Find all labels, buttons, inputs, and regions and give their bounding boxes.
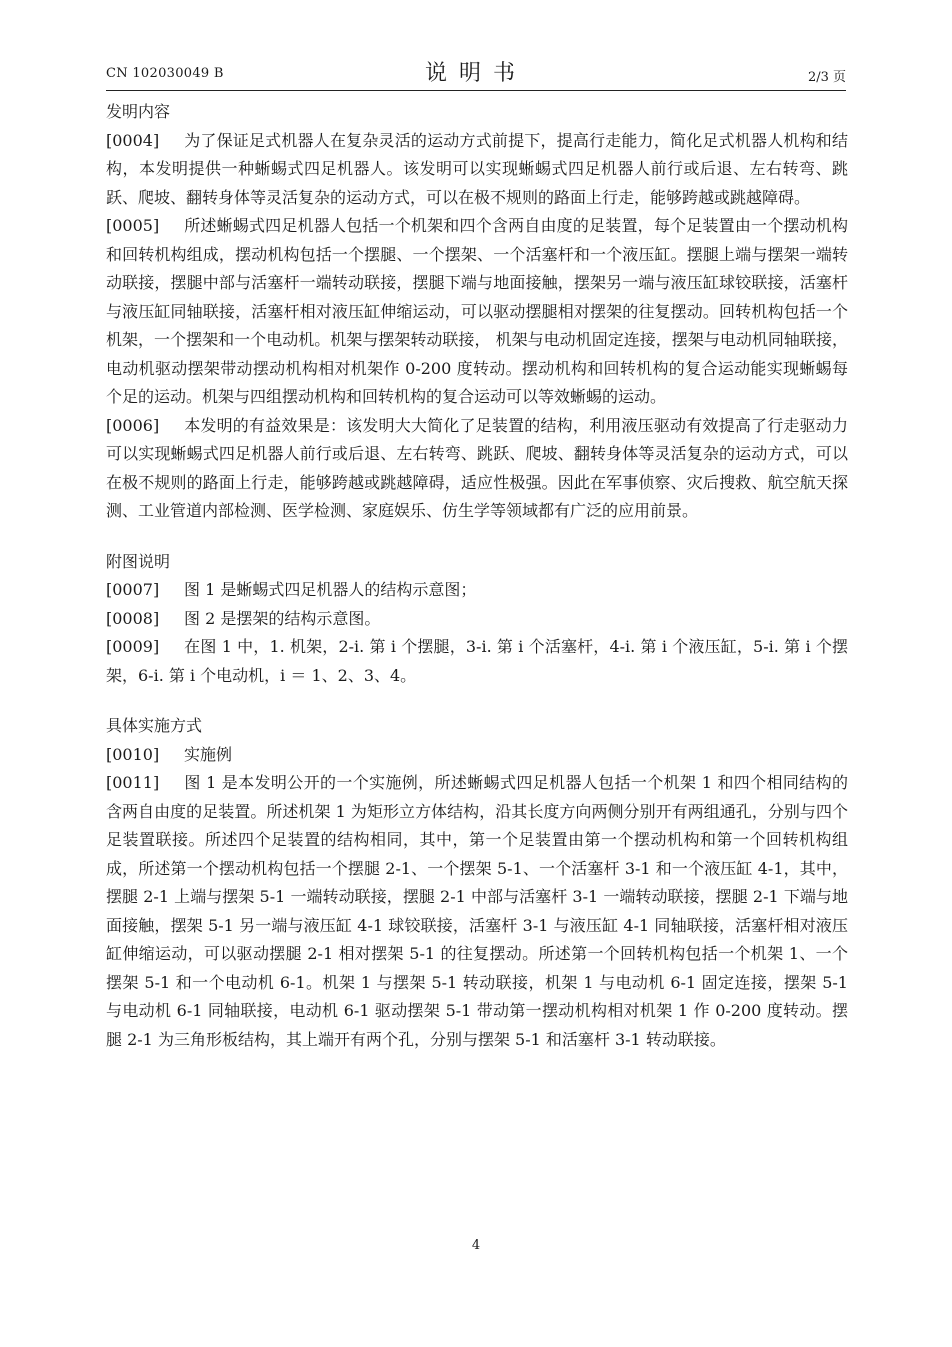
paragraph-0008 — [106, 605, 848, 634]
paragraph-0010 — [106, 741, 848, 770]
section-spacer — [106, 690, 848, 712]
paragraph-text: 所述蜥蜴式四足机器人包括一个机架和四个含两自由度的足装置，每个足装置由一个摆动机构和回转机构组成，摆动机构包括一个摆腿、一个摆架、一个活塞杆和一个液压缸。摆腿上端与摆架一端转动联接，摆腿中部与活塞杆一端转动联接，摆腿下端与地面接触，摆架另一端与液压缸球铰联接，活塞杆与液压缸同轴联接，活塞杆相对液压缸伸缩运动，可以驱动摆腿相对摆架的往复摆动。回转机构包括一个机架，一个摆架和一个电动机。机架与摆架转动联接， 机架与电动机固定连接，摆架与电动机同轴联接，电动机驱动摆架带动摆动机构相对机架作 0-200 度转动。摆动机构和回转机构的复合运动能实现蜥蜴每个足的运动。机架与四组摆动机构和回转机构的复合运动可以等效蜥蜴的运动。 — [106, 216, 848, 406]
paragraph-text: 本发明的有益效果是：该发明大大简化了足装置的结构，利用液压驱动有效提高了行走驱动力可以实现蜥蜴式四足机器人前行或后退、左右转弯、跳跃、爬坡、翻转身体等灵活复杂的运动方式，可以在极不规则的路面上行走，能够跨越或跳越障碍，适应性极强。因此在军事侦察、灾后搜救、航空航天探测、工业管道内部检测、医学检测、家庭娱乐、仿生学等领域都有广泛的应用前景。 — [106, 415, 848, 520]
paragraph-0004 — [106, 127, 848, 213]
paragraph-0006 — [106, 412, 848, 526]
paragraph-text: 图 1 是本发明公开的一个实施例，所述蜥蜴式四足机器人包括一个机架 1 和四个相同结构的含两自由度的足装置。所述机架 1 为矩形立方体结构，沿其长度方向两侧分别开有两组通孔，分别与四个足装置联接。所述四个足装置的结构相同，其中，第一个足装置由第一个摆动机构和第一个回转机构组成，所述第一个摆动机构包括一个摆腿 2-1、一个摆架 5-1、一个活塞杆 3-1 和一个液压缸 4-1，其中，摆腿 2-1 上端与摆架 5-1 一端转动联接，摆腿 2-1 中部与活塞杆 3-1 一端转动联接，摆腿 2-1 下端与地面接触，摆架 5-1 另一端与液压缸 4-1 球铰联接，活塞杆 3-1 与液压缸 4-1 同轴联接，活塞杆相对液压缸伸缩运动，可以驱动摆腿 2-1 相对摆架 5-1 的往复摆动。所述第一个回转机构包括一个机架 1、一个摆架 5-1 和一个电动机 6-1。机架 1 与摆架 5-1 转动联接，机架 1 与电动机 6-1 固定连接，摆架 5-1 与电动机 6-1 同轴联接，电动机 6-1 驱动摆架 5-1 带动第一摆动机构相对机架 1 作 0-200 度转动。摆腿 2-1 为三角形板结构，其上端开有两个孔，分别与摆架 5-1 和活塞杆 3-1 转动联接。 — [106, 773, 848, 1049]
paragraph-id: [0009] — [106, 637, 160, 656]
paragraph-text: 图 2 是摆架的结构示意图。 — [184, 608, 381, 628]
paragraph-id: [0008] — [106, 608, 160, 628]
document-body — [106, 98, 848, 1054]
patent-number: CN 102030049 B — [106, 66, 224, 81]
paragraph-text: 图 1 是蜥蜴式四足机器人的结构示意图； — [184, 580, 477, 599]
paragraph-id: [0011] — [106, 773, 160, 792]
paragraph-id: [0006] — [106, 415, 160, 435]
section-heading-drawings: 附图说明 — [106, 551, 171, 571]
paragraph-id: [0005] — [106, 216, 160, 235]
page-of-indicator: 2/3 页 — [807, 70, 846, 85]
paragraph-0007 — [106, 576, 848, 605]
document-type-title: 说明书 — [424, 61, 527, 86]
paragraph-text: 实施例 — [184, 744, 233, 764]
paragraph-id: [0010] — [106, 744, 160, 764]
page-number: 4 — [471, 1238, 481, 1253]
section-heading-summary: 发明内容 — [106, 102, 171, 121]
paragraph-text: 为了保证足式机器人在复杂灵活的运动方式前提下，提高行走能力，简化足式机器人机构和结构，本发明提供一种蜥蜴式四足机器人。该发明可以实现蜥蜴式四足机器人前行或后退、左右转弯、跳跃、爬坡、翻转身体等灵活复杂的运动方式，可以在极不规则的路面上行走，能够跨越或跳越障碍。 — [106, 130, 848, 207]
section-spacer — [106, 526, 848, 548]
paragraph-id: [0004] — [106, 130, 160, 150]
paragraph-id: [0007] — [106, 580, 160, 599]
section-heading-embodiment: 具体实施方式 — [106, 716, 203, 735]
page-header — [106, 56, 846, 91]
paragraph-0011 — [106, 769, 848, 1054]
paragraph-0009 — [106, 633, 848, 690]
paragraph-text: 在图 1 中，1. 机架，2-i. 第 i 个摆腿，3-i. 第 i 个活塞杆，4-i. 第 i 个液压缸，5-i. 第 i 个摆架，6-i. 第 i 个电动机，i ＝ 1、2、3、4。 — [106, 637, 848, 685]
paragraph-0005 — [106, 212, 848, 412]
